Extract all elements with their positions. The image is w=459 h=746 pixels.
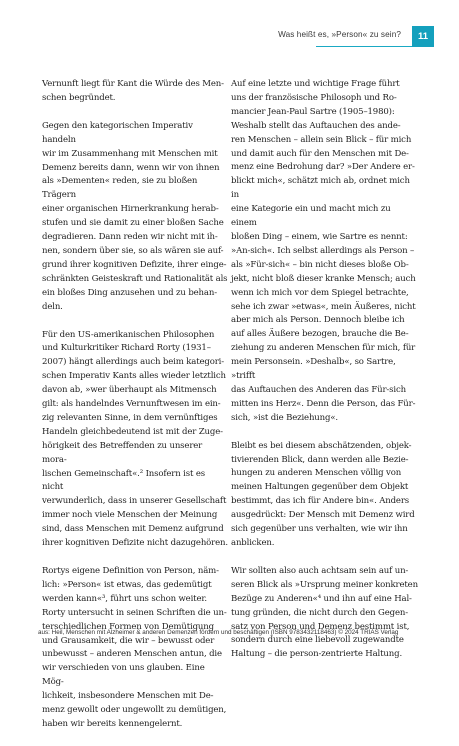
right-text-column <box>231 78 418 676</box>
paragraph: Bleibt es bei diesem abschätzenden, objek- tivierenden Blick, dann werden alle Bezie- hungen zu anderen Menschen völlig von meinen Haltungen gegenüber dem Objekt bestimmt, das ich für Andere bin«. Anders ausgedrückt: Der Mensch mit Demenz wird sich gegenüber uns verhalten, wie wir ihn anblicken. <box>231 440 415 548</box>
paragraph: Wir sollten also auch achtsam sein auf un- seren Blick als »Ursprung meiner konkreten Bezüge zu Anderen«⁴ und ihn auf eine Hal- tung gründen, die nicht durch den Gegen- satz von Person und Demenz bestimmt ist, sondern durch eine liebevoll zugewandte Haltung – die person-zentrierte Haltung. <box>231 565 418 660</box>
header-rule <box>316 46 412 47</box>
page-number-badge: 11 <box>412 26 434 47</box>
paragraph: Gegen den kategorischen Imperativ handeln wir im Zusammenhang mit Menschen mit Demenz bereits dann, wenn wir von ihnen als »Dementen« reden, sie zu bloßen Trägern einer organischen Hirnerkrankung herab- stufen und sie damit zu einer bloßen Sache degradieren. Dann reden wir nicht mit ih- nen, sondern über sie, so als wären sie auf- grund ihrer kognitiven Defizite, ihrer einge- schränkten Geisteskraft und Rationalität als ein bloßes Ding anzusehen und zu behan- deln. <box>42 120 228 312</box>
paragraph: Rortys eigene Definition von Person, näm- lich: »Person« ist etwas, das gedemütigt werden kann«³, führt uns schon weiter. Rorty untersucht in seinen Schriften die un- terschiedlichen Formen von Demütigung und Grausamkeit, die wir – bewusst oder unbewusst – anderen Menschen antun, die wir verschieden von uns glauben. Eine Mög- lichkeit, insbesondere Menschen mit De- menz gewollt oder ungewollt zu demütigen, haben wir bereits kennengelernt. <box>42 566 227 729</box>
paragraph: Vernunft liegt für Kant die Würde des Men- schen begründet. <box>42 79 224 103</box>
running-header-title: Was heißt es, »Person« zu sein? <box>278 30 401 39</box>
paragraph: Für den US-amerikanischen Philosophen und Kulturkritiker Richard Rorty (1931– 2007) hängt allerdings auch beim kategori- schen Imperativ Kants alles wieder letztlich davon ab, »wer überhaupt als Mitmensch gilt: als handelndes Vernunftwesen im ein- zig relevanten Sinne, in dem vernünftiges Handeln gleichbedeutend ist mit der Zuge- hörigkeit des Betreffenden zu unserer mora- lischen Gemeinschaft«.² Insofern ist es nicht verwunderlich, dass in unserer Gesellschaft immer noch viele Menschen der Meinung sind, dass Menschen mit Demenz aufgrund ihrer kognitiven Defizite nicht dazugehören. <box>42 329 228 549</box>
left-text-column <box>42 78 228 746</box>
copyright-footer: aus: Heil, Menschen mit Alzheimer & anderen Demenzen fördern und beschäftigen (ISBN 9783432118463) © 2024 TRIAS Verlag <box>38 629 399 636</box>
paragraph: Auf eine letzte und wichtige Frage führt uns der französische Philosoph und Ro- mancier Jean-Paul Sartre (1905–1980): Weshalb stellt das Auftauchen des ande- ren Menschen – allein sein Blick – für mich und damit auch für den Menschen mit De- menz eine Bedrohung dar? »Der Andere er- blickt mich«, schätzt mich ab, ordnet mich in eine Kategorie ein und macht mich zu einem bloßen Ding – einem, wie Sartre es nennt: »An-sich«. Ich selbst allerdings als Person – als »Für-sich« – bin nicht dieses bloße Ob- jekt, nicht bloß dieser kranke Mensch; auch wenn ich mich vor dem Spiegel betrachte, sehe ich zwar »etwas«, mein Äußeres, nicht aber mich als Person. Dennoch bleibe ich auf alles Äußere bezogen, brauche die Be- ziehung zu anderen Menschen für mich, für mein Personsein. »Deshalb«, so Sartre, »trifft das Auftauchen des Anderen das Für-sich mitten ins Herz«. Denn die Person, das Für- sich, »ist die Beziehung«. <box>231 79 416 423</box>
